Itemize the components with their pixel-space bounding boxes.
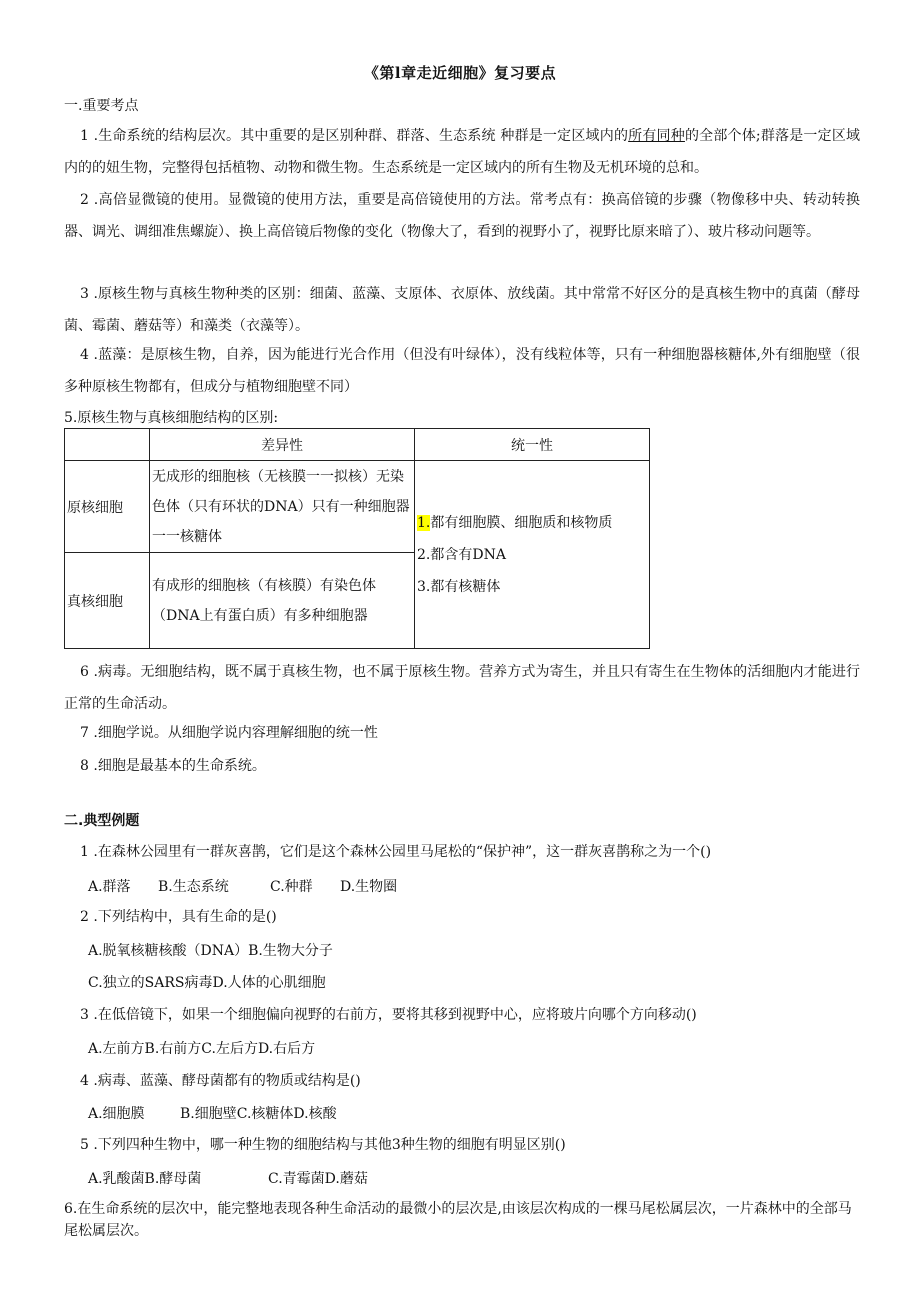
key-point-7 <box>64 717 860 749</box>
question-3-options: A.左前方B.右前方C.左后方D.右后方 <box>88 1041 316 1057</box>
unity-cell <box>415 461 650 649</box>
question-4-options <box>88 1103 337 1123</box>
question-1-options <box>88 876 397 896</box>
question-text: .下列四种生物中，哪一种生物的细胞结构与其他3种生物的细胞有明显区别() <box>93 1137 566 1153</box>
question-number: 3 <box>80 1007 89 1023</box>
item-text: .高倍显微镜的使用。显微镜的使用方法，重要是高倍镜使用的方法。常考点有：换高倍镜的步骤（物像移中央、转动转换器、调光、调细准焦螺旋）、换上高倍镜后物像的变化（物像大了，看到的视野小了，视野比原来暗了）、玻片移动问题等。 <box>64 192 860 240</box>
question-number: 4 <box>80 1073 89 1089</box>
highlighted-number: 1. <box>417 514 431 531</box>
row-label-prokaryote: 原核细胞 <box>65 461 150 553</box>
option-b: B.生态系统 <box>158 879 229 895</box>
item-number: 6 <box>80 664 89 680</box>
item-text: .生命系统的结构层次。其中重要的是区别种群、群落、生态系统 种群是一定区域内的 <box>93 128 629 144</box>
item-number: 3 <box>80 286 89 302</box>
key-point-1 <box>64 120 860 184</box>
question-5-options <box>88 1168 368 1188</box>
section-heading-examples: 二.典型例题 <box>64 813 140 829</box>
item-number: 8 <box>80 758 89 774</box>
question-6: 6.在生命系统的层次中，能完整地表现各种生命活动的最微小的层次是,由该层次构成的一棵马尾松属层次，一片森林中的全部马尾松属层次。 <box>64 1201 852 1239</box>
unity-point-1 <box>417 507 647 539</box>
question-text: .在低倍镜下，如果一个细胞偏向视野的右前方，要将其移到视野中心，应将玻片向哪个方向移动() <box>93 1007 697 1023</box>
item-number: 1 <box>80 128 89 144</box>
question-text: .病毒、蓝藻、酵母菌都有的物质或结构是() <box>93 1073 361 1089</box>
unity-point-3: 3.都有核糖体 <box>417 578 501 595</box>
item-number: 2 <box>80 192 89 208</box>
unity-point-1-text: 都有细胞膜、细胞质和核物质 <box>430 514 613 531</box>
question-number: 1 <box>80 844 89 860</box>
item-number: 7 <box>80 725 89 741</box>
section-heading-key-points: 一.重要考点 <box>64 98 139 114</box>
header-cell-unity: 统一性 <box>415 429 650 461</box>
question-2-options-line2: C.独立的SARS病毒D.人体的心肌细胞 <box>88 975 326 991</box>
row-label-eukaryote: 真核细胞 <box>65 553 150 649</box>
option-a: A.细胞膜 <box>88 1106 145 1122</box>
question-2 <box>80 907 277 927</box>
key-point-8 <box>64 750 860 782</box>
item-number: 4 <box>80 347 89 363</box>
option-c-d: C.青霉菌D.蘑菇 <box>268 1171 368 1187</box>
table-row-prokaryote <box>65 461 650 553</box>
option-d: D.生物圈 <box>340 879 398 895</box>
question-2-options-line1: A.脱氧核糖核酸（DNA）B.生物大分子 <box>88 943 333 959</box>
underlined-term: 所有同种 <box>628 128 685 144</box>
header-cell-empty <box>65 429 150 461</box>
item-text-tail: 的全部个体;群落是一定区域内的的妞生物，完整得包括植物、动物和微生物。生态系统是一定区域内的所有生物及无机环境的总和。 <box>64 128 861 176</box>
item-text: .原核生物与真核生物种类的区别：细菌、蓝藻、支原体、衣原体、放线菌。其中常常不好区分的是真核生物中的真菌（酵母菌、霉菌、蘑菇等）和藻类（衣藻等）。 <box>64 286 860 334</box>
option-a-b: A.乳酸菌B.酵母菌 <box>88 1171 202 1187</box>
item-text: .蓝藻：是原核生物，自养，因为能进行光合作用（但没有叶绿体），没有线粒体等，只有一种细胞器核糖体,外有细胞壁（很多种原核生物都有，但成分与植物细胞壁不同） <box>64 347 860 395</box>
key-point-4 <box>64 339 860 403</box>
question-text: .在森林公园里有一群灰喜鹊，它们是这个森林公园里马尾松的“保护神”，这一群灰喜鹊称之为一个() <box>93 844 712 860</box>
question-3 <box>80 1005 697 1025</box>
key-point-6 <box>64 656 860 720</box>
question-text: .下列结构中，具有生命的是() <box>93 909 277 925</box>
key-point-3 <box>64 278 860 342</box>
table-caption: 5.原核生物与真核细胞结构的区别: <box>64 410 279 426</box>
question-1 <box>80 842 711 862</box>
prokaryote-difference: 无成形的细胞核（无核膜一一拟核）无染色体（只有环状的DNA）只有一种细胞器一一核糖体 <box>150 461 415 553</box>
header-cell-difference: 差异性 <box>150 429 415 461</box>
question-number: 2 <box>80 909 89 925</box>
question-4 <box>80 1071 361 1091</box>
option-b-c-d: B.细胞壁C.核糖体D.核酸 <box>180 1106 337 1122</box>
question-5 <box>80 1135 566 1155</box>
option-c: C.种群 <box>270 879 313 895</box>
item-text: .病毒。无细胞结构，既不属于真核生物，也不属于原核生物。营养方式为寄生，并且只有寄生在生物体的活细胞内才能进行正常的生命活动。 <box>64 664 860 712</box>
page-title: 《第l章走近细胞》复习要点 <box>363 64 557 82</box>
item-text: .细胞是最基本的生命系统。 <box>93 758 266 774</box>
item-text: .细胞学说。从细胞学说内容理解细胞的统一性 <box>93 725 378 741</box>
comparison-table <box>64 428 650 649</box>
unity-point-2: 2.都含有DNA <box>417 546 506 563</box>
table-header-row <box>65 429 650 461</box>
option-a: A.群落 <box>88 879 131 895</box>
eukaryote-difference: 有成形的细胞核（有核膜）有染色体（DNA上有蛋白质）有多种细胞器 <box>150 553 415 649</box>
key-point-2 <box>64 184 860 248</box>
question-number: 5 <box>80 1137 89 1153</box>
